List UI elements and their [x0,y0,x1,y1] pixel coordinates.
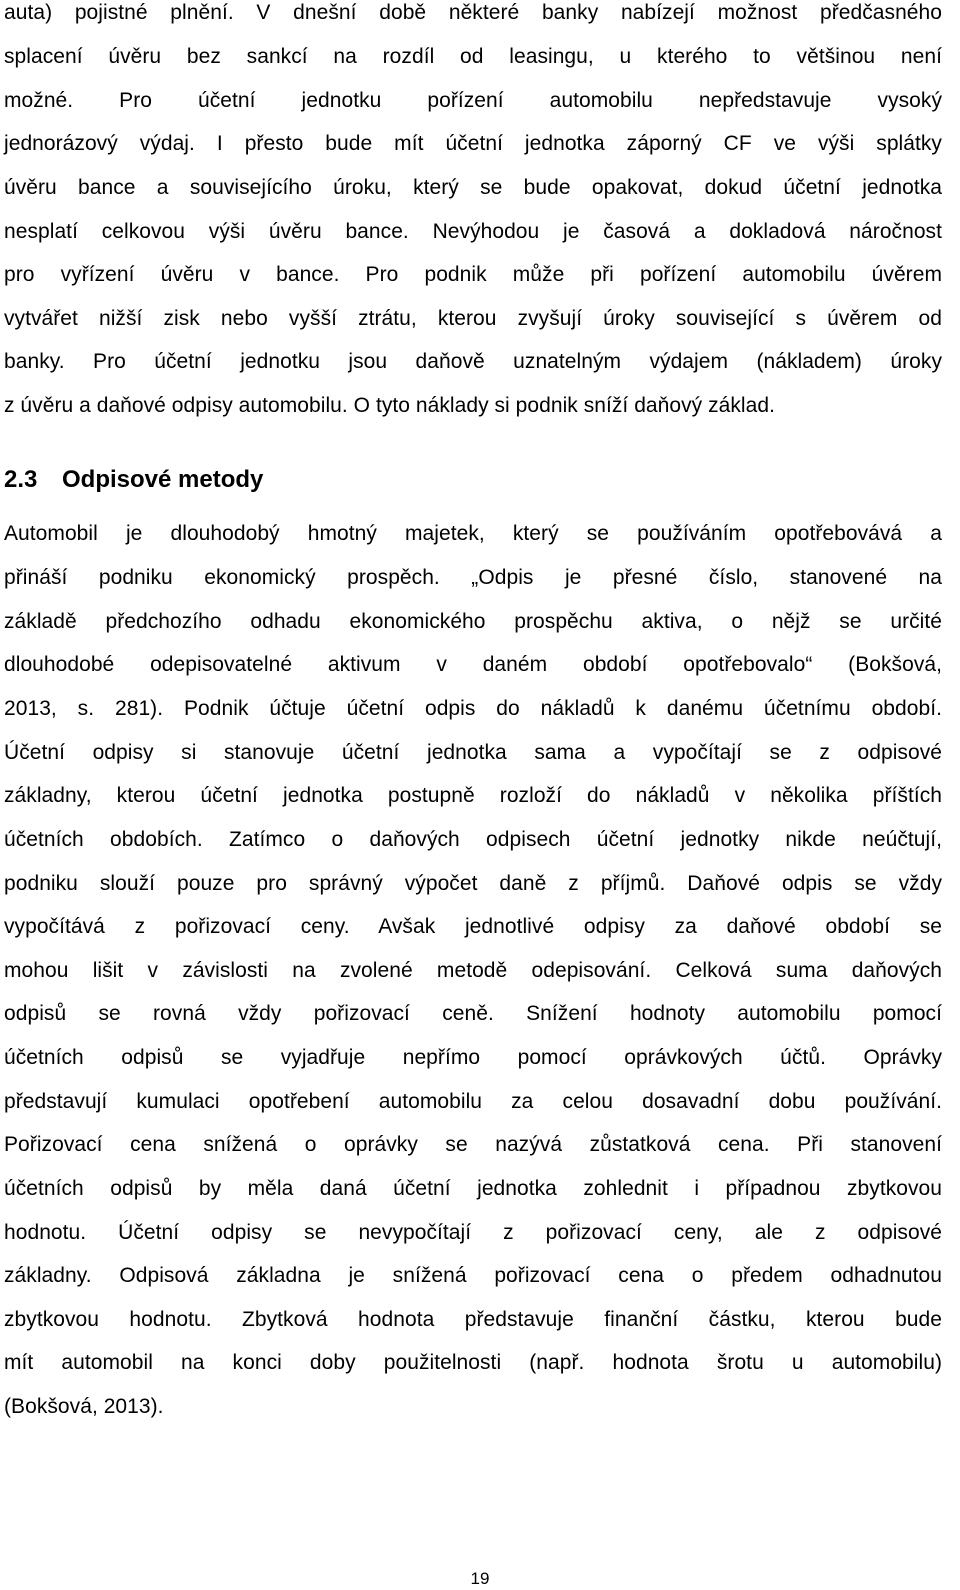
text-line: zbytkovou hodnotu. Zbytková hodnota představuje finanční částku, kterou bude [4,1308,942,1331]
text-line: mohou lišit v závislosti na zvolené metodě odepisování. Celková suma daňových [4,959,942,982]
text-line: základny, kterou účetní jednotka postupně rozloží do nákladů v několika příštích [4,784,942,807]
text-line: odpisů se rovná vždy pořizovací ceně. Snížení hodnoty automobilu pomocí [4,1002,942,1025]
text-line: splacení úvěru bez sankcí na rozdíl od leasingu, u kterého to většinou není [4,45,942,68]
text-line: základny. Odpisová základna je snížená pořizovací cena o předem odhadnutou [4,1264,942,1287]
text-line: přináší podniku ekonomický prospěch. „Odpis je přesné číslo, stanovené na [4,566,942,589]
text-line: z úvěru a daňové odpisy automobilu. O tyto náklady si podnik sníží daňový základ. [4,394,775,417]
text-line: mít automobil na konci doby použitelnosti (např. hodnota šrotu u automobilu) [4,1351,942,1374]
text-line: (Bokšová, 2013). [4,1395,164,1418]
page-number: 19 [470,1569,490,1588]
text-line: základě předchozího odhadu ekonomického prospěchu aktiva, o nějž se určité [4,610,942,633]
text-line: účetních odpisů by měla daná účetní jednotka zohlednit i případnou zbytkovou [4,1177,942,1200]
text-line: dlouhodobé odepisovatelné aktivum v daném období opotřebovalo“ (Bokšová, [4,653,942,676]
text-line: jednorázový výdaj. I přesto bude mít účetní jednotka záporný CF ve výši splátky [4,132,942,155]
text-line: 2013, s. 281). Podnik účtuje účetní odpis do nákladů k danému účetnímu období. [4,697,942,720]
text-line: Automobil je dlouhodobý hmotný majetek, který se používáním opotřebovává a [4,522,942,545]
text-line: možné. Pro účetní jednotku pořízení automobilu nepředstavuje vysoký [4,89,942,112]
text-line: Pořizovací cena snížená o oprávky se nazývá zůstatková cena. Při stanovení [4,1133,942,1156]
text-line: Účetní odpisy si stanovuje účetní jednotka sama a vypočítají se z odpisové [4,741,942,764]
text-line: auta) pojistné plnění. V dnešní době některé banky nabízejí možnost předčasného [4,1,942,24]
text-line: úvěru bance a souvisejícího úroku, který se bude opakovat, dokud účetní jednotka [4,176,942,199]
text-line: nesplatí celkovou výši úvěru bance. Nevýhodou je časová a dokladová náročnost [4,220,942,243]
text-line: podniku slouží pouze pro správný výpočet daně z příjmů. Daňové odpis se vždy [4,872,942,895]
text-line: pro vyřízení úvěru v bance. Pro podnik může při pořízení automobilu úvěrem [4,263,942,286]
section-title: Odpisové metody [62,466,264,493]
section-heading [4,464,263,496]
text-line: banky. Pro účetní jednotku jsou daňově uznatelným výdajem (nákladem) úroky [4,350,942,373]
text-line: účetních obdobích. Zatímco o daňových odpisech účetní jednotky nikde neúčtují, [4,828,942,851]
text-line: představují kumulaci opotřebení automobilu za celou dosavadní dobu používání. [4,1090,942,1113]
text-line: vytvářet nižší zisk nebo vyšší ztrátu, kterou zvyšují úroky související s úvěrem od [4,307,942,330]
text-line: účetních odpisů se vyjadřuje nepřímo pomocí oprávkových účtů. Oprávky [4,1046,942,1069]
text-line: vypočítává z pořizovací ceny. Avšak jednotlivé odpisy za daňové období se [4,915,942,938]
text-line: hodnotu. Účetní odpisy se nevypočítají z pořizovací ceny, ale z odpisové [4,1221,942,1244]
section-number: 2.3 [4,466,38,493]
